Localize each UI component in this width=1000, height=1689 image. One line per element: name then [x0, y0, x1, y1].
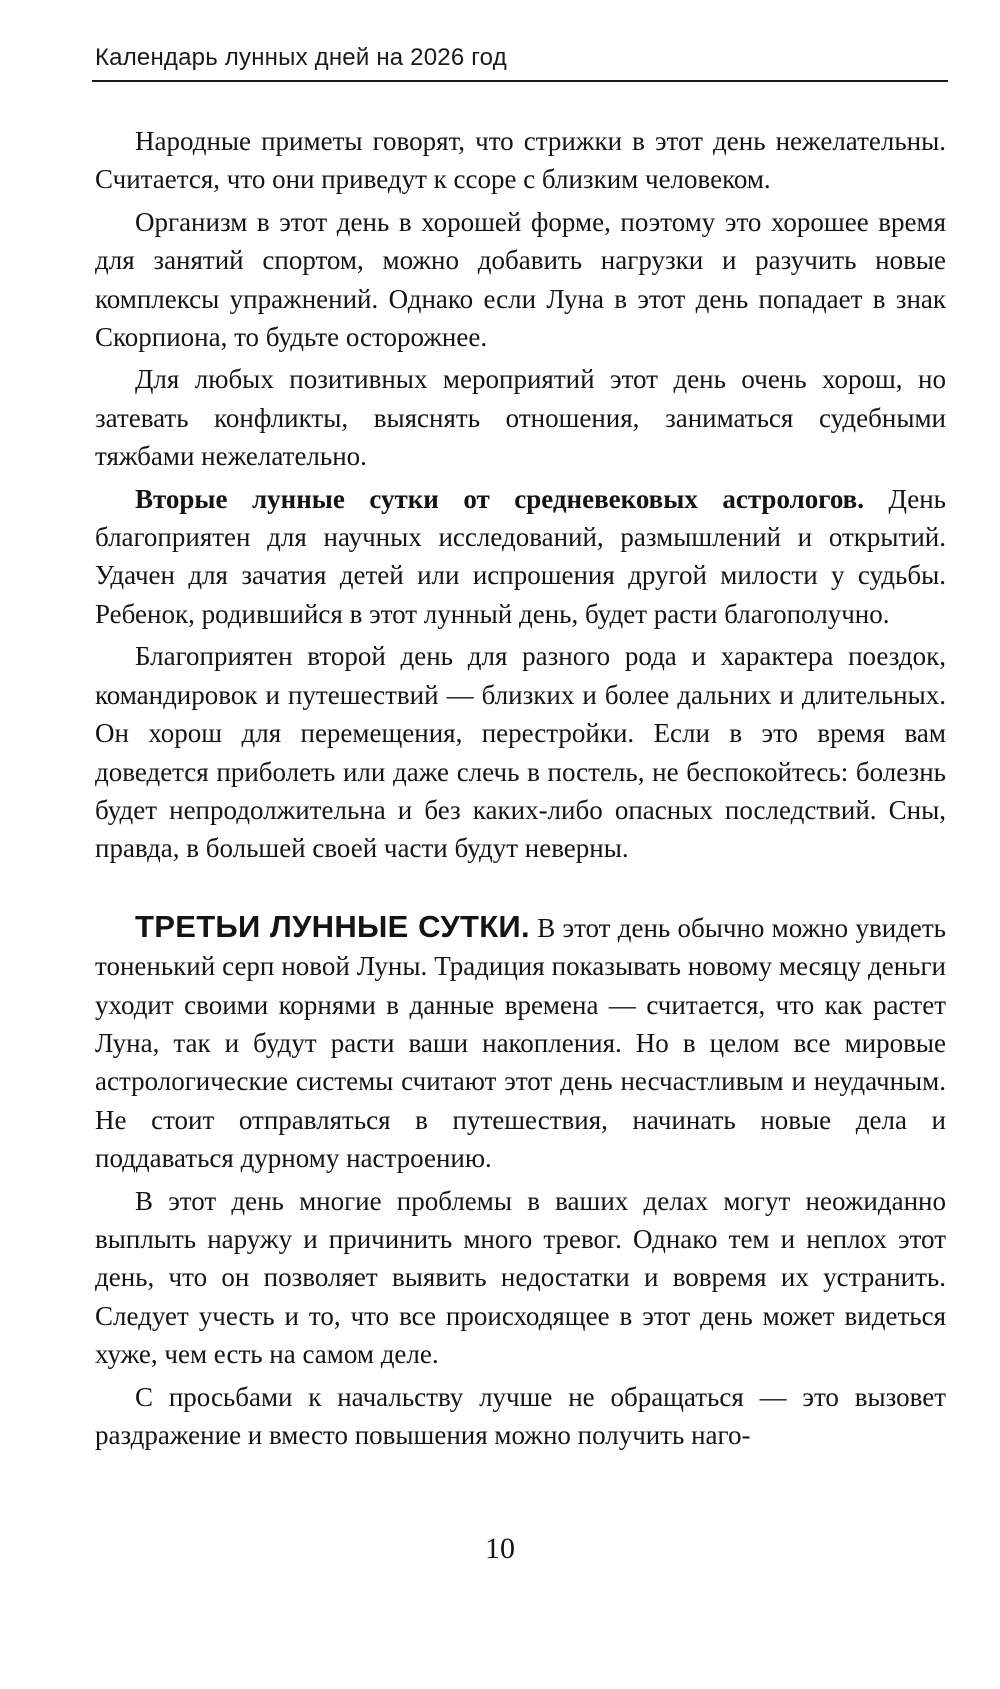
running-head-title: Календарь лунных дней на 2026 год	[95, 44, 507, 71]
paragraph-travel: Благоприятен второй день для разного рода и характера поездок, командировок и путешествий — близких и более дальних и длительных. Он хорош для перемещения, перестройки. Если в это время вам доведется приболеть или даже слечь в постель, не беспокойтесь: болезнь будет непродолжительна и без каких-либо опасных последствий. Сны, правда, в большей своей части будут неверны.	[95, 641, 946, 864]
medieval-lead-in: Вторые лунные сутки от средневековых астрологов.	[135, 483, 864, 514]
medieval-text: День благоприятен для научных исследований, размышлений и открытий. Удачен для зачатия детей или испрошения другой милости у судьбы. Ребенок, родившийся в этот лунный день, будет расти благополучно.	[95, 483, 946, 629]
page-body	[95, 122, 946, 1458]
paragraph-positive-events: Для любых позитивных мероприятий этот день очень хорош, но затевать конфликты, выяснять отношения, заниматься судебными тяжбами нежелательно.	[95, 364, 946, 472]
paragraph-haircut: Народные приметы говорят, что стрижки в этот день нежелательны. Считается, что они приведут к ссоре с близким человеком.	[95, 126, 946, 195]
header-divider	[92, 80, 948, 82]
third-day-intro-text: В этот день обычно можно увидеть тоненький серп новой Луны. Традиция показывать новому месяцу деньги уходит своими корнями в данные времена — считается, что как растет Луна, так и будут расти ваши накопления. Но в целом все мировые астрологические системы считают этот день несчастливым и неудачным. Не стоит отправляться в путешествия, начинать новые дела и поддаваться дурному настроению.	[95, 912, 946, 1174]
paragraph-medieval-astrologers	[95, 480, 946, 634]
page-number: 10	[485, 1532, 515, 1565]
paragraph-third-day-intro	[95, 908, 946, 1178]
paragraph-requests: С просьбами к начальству лучше не обращаться — это вызовет раздражение и вместо повышения можно получить наго-	[95, 1381, 946, 1450]
section-heading-third-day: ТРЕТЬИ ЛУННЫЕ СУТКИ.	[135, 908, 530, 944]
paragraph-sport: Организм в этот день в хорошей форме, поэтому это хорошее время для занятий спортом, можно добавить нагрузки и разучить новые комплексы упражнений. Однако если Луна в этот день попадает в знак Скорпиона, то будьте осторожнее.	[95, 206, 946, 353]
paragraph-problems: В этот день многие проблемы в ваших делах могут неожиданно выплыть наружу и причинить много тревог. Однако тем и неплох этот день, что он позволяет выявить недостатки и вовремя их устранить. Следует учесть и то, что все происходящее в этот день может видеться хуже, чем есть на самом деле.	[95, 1185, 946, 1370]
